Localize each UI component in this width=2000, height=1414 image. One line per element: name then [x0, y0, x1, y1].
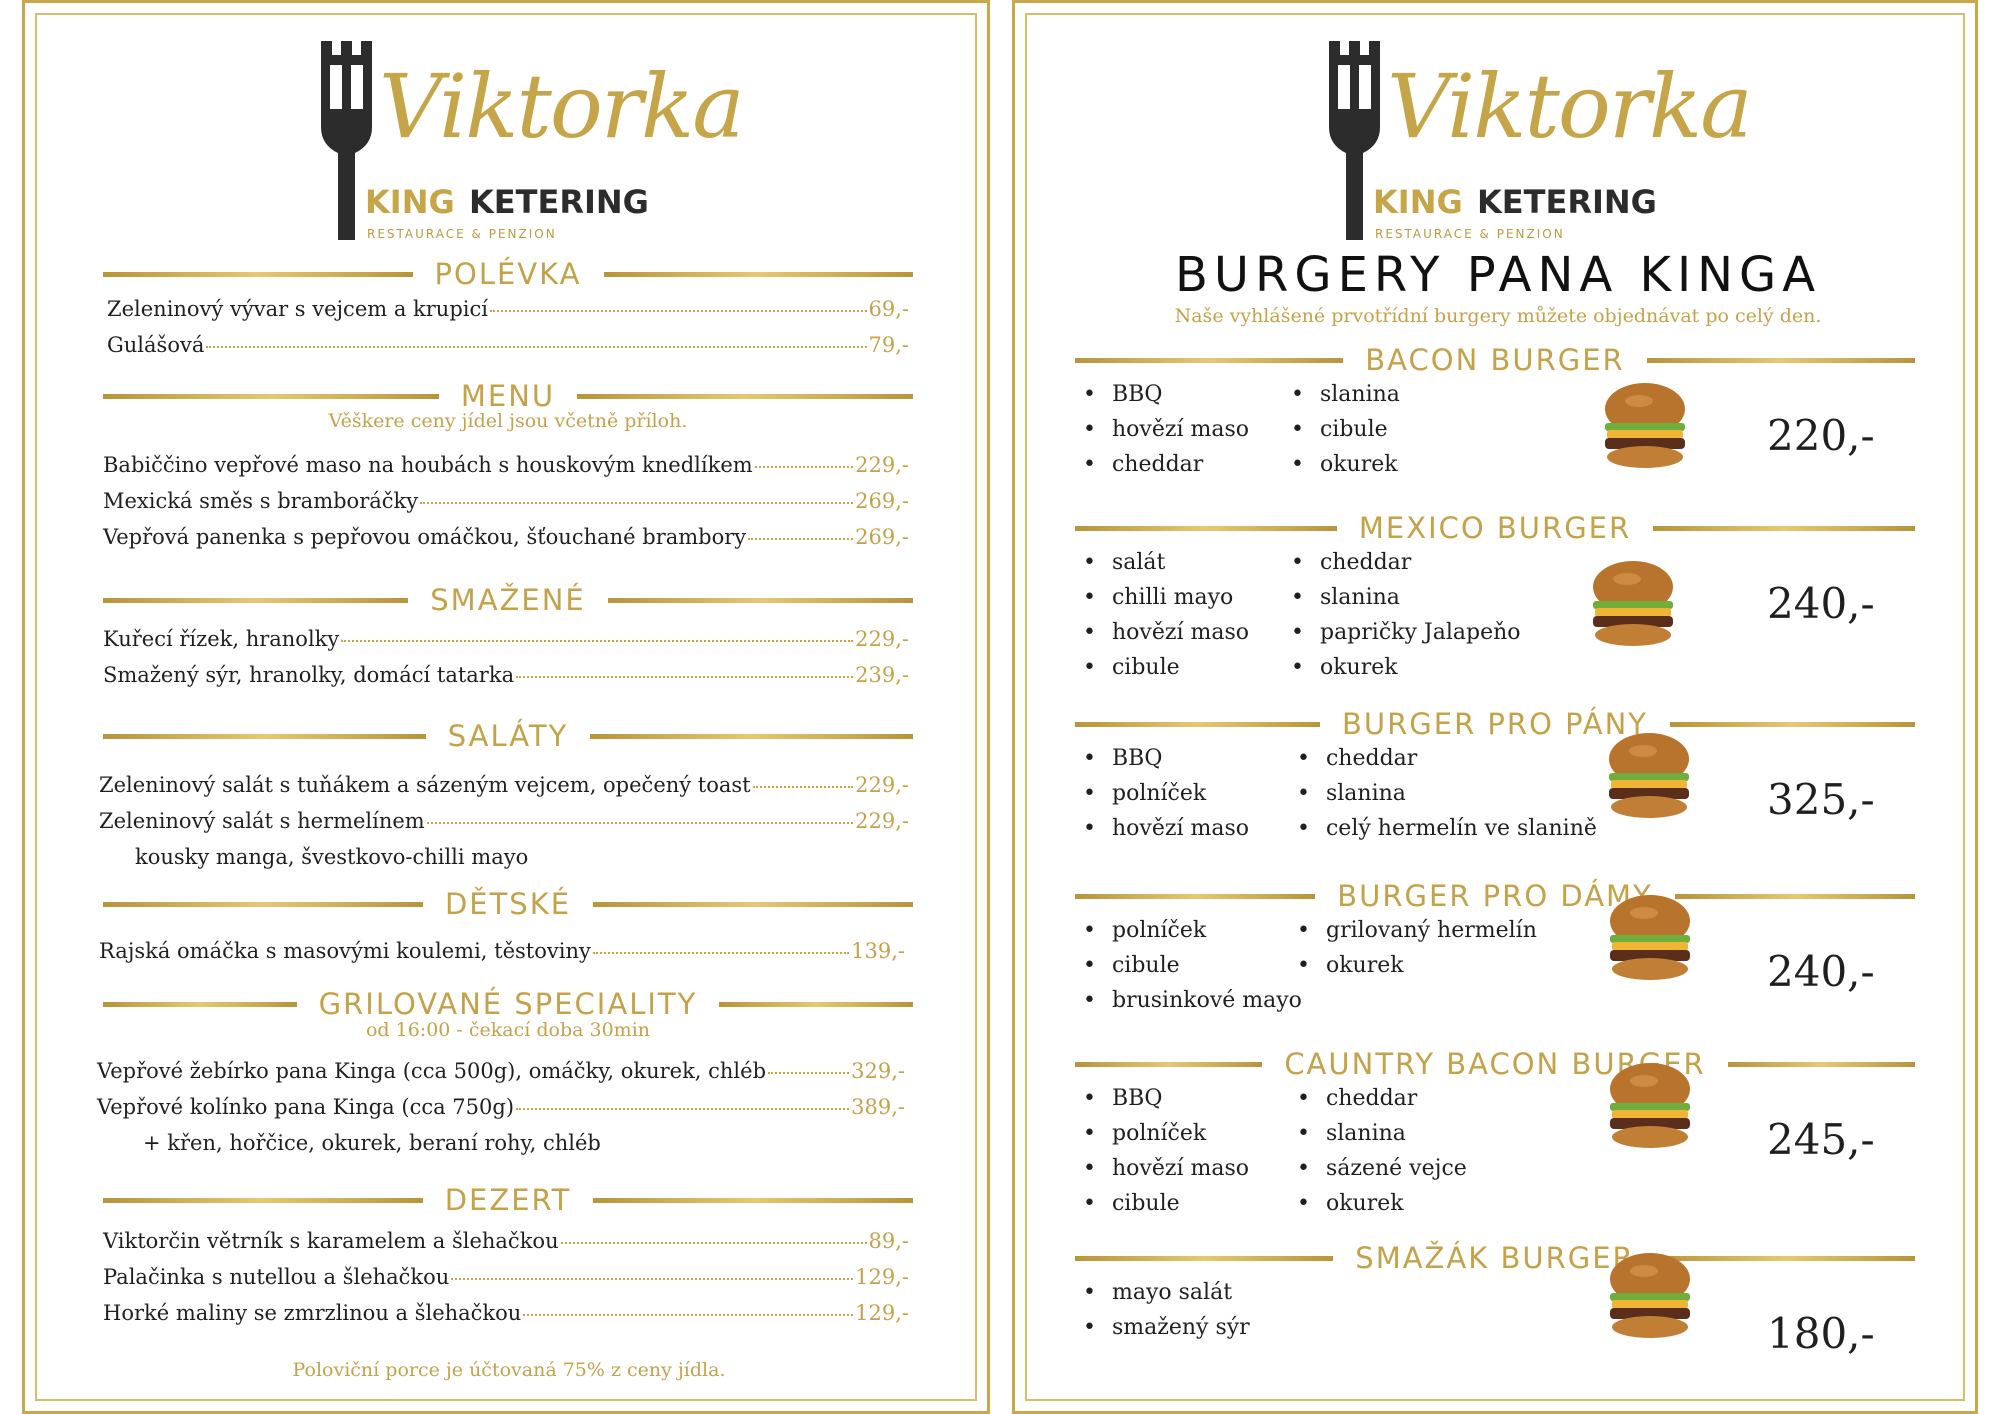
- burger-section-header: [1075, 511, 1915, 545]
- brand-king: KING: [1373, 183, 1463, 221]
- menu-item: Viktorčin větrník s karamelem a šlehačkou 89,-: [103, 1229, 909, 1253]
- burger-image: [1599, 723, 1699, 827]
- burger-section-header: [1075, 1241, 1915, 1275]
- ingredient: • papričky Jalapeňo: [1291, 615, 1521, 650]
- menu-item-extra: + křen, hořčice, okurek, beraní rohy, chléb: [143, 1131, 601, 1155]
- burger-price: 240,-: [1767, 947, 1875, 996]
- section-polevka: [103, 257, 913, 291]
- ingredients-col-1: [1083, 377, 1249, 482]
- burger-image: [1600, 1053, 1700, 1157]
- ingredient: • polníček: [1083, 776, 1249, 811]
- section-title: MENU: [460, 379, 556, 413]
- ingredient: • hovězí maso: [1083, 1151, 1249, 1186]
- section-note: od 16:00 - čekací doba 30min: [365, 1019, 651, 1041]
- ingredient: • brusinkové mayo: [1083, 983, 1302, 1018]
- burger-title: BACON BURGER: [1365, 343, 1625, 377]
- menu-item: Zeleninový salát s hermelínem 229,-: [99, 809, 909, 833]
- ingredients-col-1: [1083, 1081, 1249, 1221]
- section-detske: [103, 887, 913, 921]
- ingredient: • cibule: [1291, 412, 1400, 447]
- menu-item: Rajská omáčka s masovými koulemi, těstoviny 139,-: [99, 939, 905, 963]
- ingredient: • slanina: [1297, 1116, 1467, 1151]
- section-title: POLÉVKA: [434, 257, 582, 291]
- section-menu: [103, 379, 913, 413]
- ingredient: • slanina: [1297, 776, 1597, 811]
- burger-title: SMAŽÁK BURGER: [1355, 1241, 1635, 1275]
- ingredients-col-1: [1083, 913, 1302, 1018]
- section-title: SALÁTY: [447, 719, 569, 753]
- menu-item: Zeleninový vývar s vejcem a krupicí 69,-: [107, 297, 909, 321]
- burger-image: [1600, 1243, 1700, 1347]
- burger-section-header: [1075, 879, 1915, 913]
- ingredient: • cheddar: [1297, 741, 1597, 776]
- ingredients-col-1: [1083, 1275, 1250, 1345]
- ingredients-col-1: [1083, 741, 1249, 846]
- section-title: DEZERT: [444, 1183, 572, 1217]
- footer-note: Poloviční porce je účtovaná 75% z ceny jídla.: [292, 1359, 726, 1381]
- section-title: GRILOVANÉ SPECIALITY: [318, 987, 698, 1021]
- brand-ketering: KETERING: [1477, 183, 1657, 221]
- ingredients-col-2: [1297, 913, 1537, 983]
- ingredient: • cheddar: [1083, 447, 1249, 482]
- menu-item: Babiččino vepřové maso na houbách s houskovým knedlíkem 229,-: [103, 453, 909, 477]
- burger-price: 240,-: [1767, 579, 1875, 628]
- ingredient: • hovězí maso: [1083, 615, 1249, 650]
- ingredient: • cheddar: [1297, 1081, 1467, 1116]
- page-subtitle: Naše vyhlášené prvotřídní burgery můžete objednávat po celý den.: [1174, 305, 1822, 327]
- brand-script: Viktorka: [379, 55, 743, 158]
- ingredient: • okurek: [1291, 447, 1400, 482]
- brand-subtitle: RESTAURACE & PENZION: [367, 227, 557, 241]
- section-title: SMAŽENÉ: [430, 583, 586, 617]
- menu-item: Kuřecí řízek, hranolky 229,-: [103, 627, 909, 651]
- menu-item: Palačinka s nutellou a šlehačkou 129,-: [103, 1265, 909, 1289]
- menu-item: Vepřové kolínko pana Kinga (cca 750g) 389,-: [97, 1095, 905, 1119]
- fork-tower-icon: [1325, 35, 1385, 250]
- burger-price: 180,-: [1767, 1309, 1875, 1358]
- ingredient: • mayo salát: [1083, 1275, 1250, 1310]
- ingredient: • cibule: [1083, 650, 1249, 685]
- ingredient: • cibule: [1083, 948, 1302, 983]
- menu-page-right: [1012, 0, 1978, 1414]
- ingredients-col-1: [1083, 545, 1249, 685]
- ingredient: • polníček: [1083, 913, 1302, 948]
- ingredient: • celý hermelín ve slanině: [1297, 811, 1597, 846]
- section-title: DĚTSKÉ: [444, 887, 572, 921]
- section-note: Věškere ceny jídel jsou včetně příloh.: [328, 410, 688, 432]
- page-title: BURGERY PANA KINGA: [1174, 247, 1822, 303]
- burger-title: MEXICO BURGER: [1358, 511, 1632, 545]
- burger-image: [1600, 885, 1700, 989]
- restaurant-logo: [317, 35, 743, 250]
- ingredient: • hovězí maso: [1083, 412, 1249, 447]
- ingredient: • cheddar: [1291, 545, 1521, 580]
- menu-item: Vepřové žebírko pana Kinga (cca 500g), omáčky, okurek, chléb 329,-: [97, 1059, 905, 1083]
- ingredient: • okurek: [1291, 650, 1521, 685]
- section-smazene: [103, 583, 913, 617]
- ingredient: • sázené vejce: [1297, 1151, 1467, 1186]
- burger-price: 245,-: [1767, 1115, 1875, 1164]
- fork-tower-icon: [317, 35, 377, 250]
- brand-ketering: KETERING: [469, 183, 649, 221]
- brand-script: Viktorka: [1387, 55, 1751, 158]
- burger-image: [1583, 551, 1683, 655]
- ingredient: • BBQ: [1083, 1081, 1249, 1116]
- burger-price: 325,-: [1767, 775, 1875, 824]
- ingredient: • slanina: [1291, 580, 1521, 615]
- menu-item: Smažený sýr, hranolky, domácí tatarka 239,-: [103, 663, 909, 687]
- burger-section-header: [1075, 707, 1915, 741]
- section-salaty: [103, 719, 913, 753]
- burger-section-header: [1075, 343, 1915, 377]
- burger-title: BURGER PRO DÁMY: [1337, 879, 1653, 913]
- ingredient: • salát: [1083, 545, 1249, 580]
- brand-king: KING: [365, 183, 455, 221]
- restaurant-logo: [1325, 35, 1751, 250]
- burger-title: BURGER PRO PÁNY: [1342, 707, 1648, 741]
- burger-image: [1595, 373, 1695, 477]
- section-dezert: [103, 1183, 913, 1217]
- ingredient: • chilli mayo: [1083, 580, 1249, 615]
- section-grilovane: [103, 987, 913, 1021]
- ingredient: • smažený sýr: [1083, 1310, 1250, 1345]
- ingredient: • okurek: [1297, 948, 1537, 983]
- burger-price: 220,-: [1767, 411, 1875, 460]
- ingredients-col-2: [1297, 741, 1597, 846]
- ingredient: • slanina: [1291, 377, 1400, 412]
- menu-page-left: [22, 0, 990, 1414]
- ingredient: • polníček: [1083, 1116, 1249, 1151]
- menu-item: Vepřová panenka s pepřovou omáčkou, šťouchané brambory 269,-: [103, 525, 909, 549]
- ingredient: • hovězí maso: [1083, 811, 1249, 846]
- ingredient: • BBQ: [1083, 377, 1249, 412]
- menu-item: Mexická směs s bramboráčky 269,-: [103, 489, 909, 513]
- ingredients-col-2: [1291, 545, 1521, 685]
- ingredients-col-2: [1291, 377, 1400, 482]
- menu-item-extra: kousky manga, švestkovo-chilli mayo: [135, 845, 529, 869]
- burger-title: CAUNTRY BACON BURGER: [1284, 1047, 1706, 1081]
- menu-item: Horké maliny se zmrzlinou a šlehačkou 129,-: [103, 1301, 909, 1325]
- brand-subtitle: RESTAURACE & PENZION: [1375, 227, 1565, 241]
- burger-section-header: [1075, 1047, 1915, 1081]
- ingredients-col-2: [1297, 1081, 1467, 1221]
- ingredient: • cibule: [1083, 1186, 1249, 1221]
- ingredient: • BBQ: [1083, 741, 1249, 776]
- ingredient: • okurek: [1297, 1186, 1467, 1221]
- menu-item: Gulášová 79,-: [107, 333, 909, 357]
- menu-item: Zeleninový salát s tuňákem a sázeným vejcem, opečený toast 229,-: [99, 773, 909, 797]
- ingredient: • grilovaný hermelín: [1297, 913, 1537, 948]
